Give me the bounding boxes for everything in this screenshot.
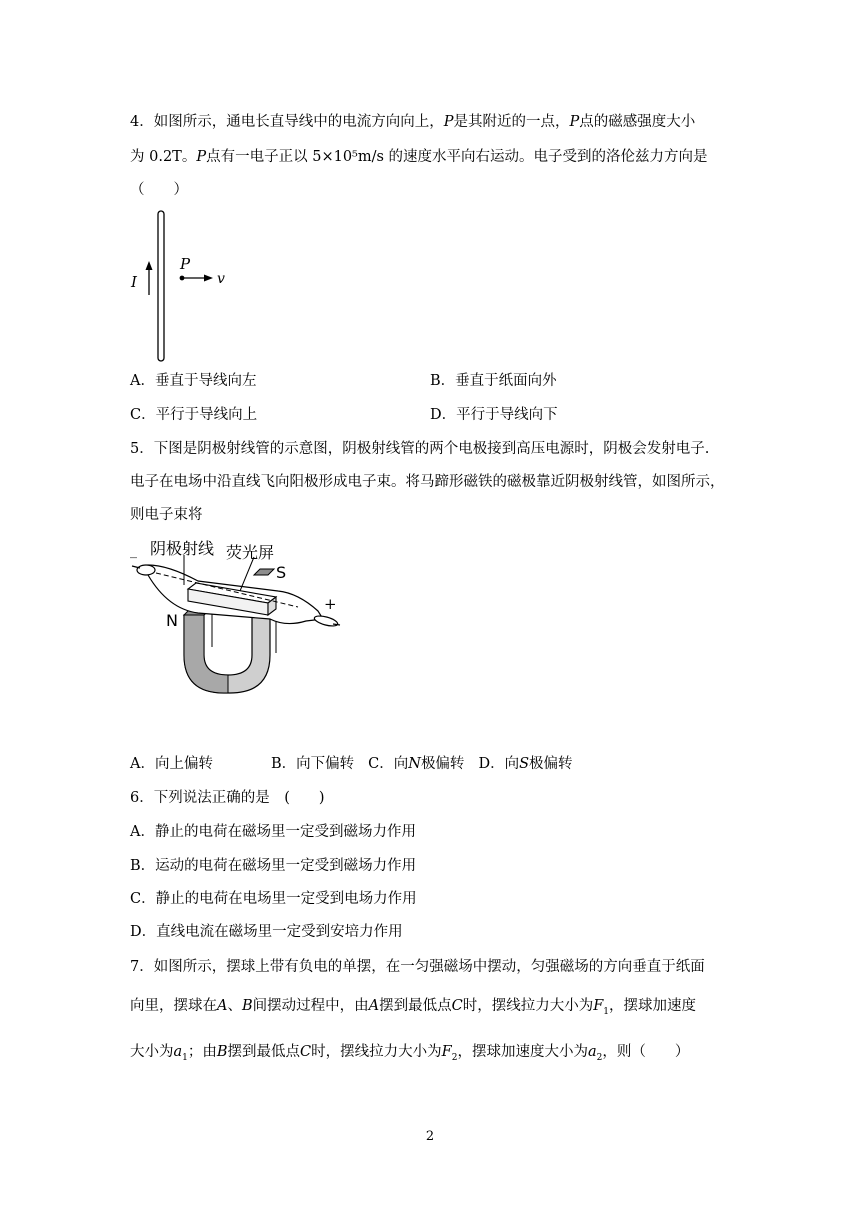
cathode-end (137, 565, 155, 575)
q4-option-a: A．垂直于导线向左 (130, 373, 257, 389)
point-p (180, 276, 185, 281)
velocity-label: v (217, 271, 225, 287)
q6-option-d: D．直线电流在磁场里一定受到安培力作用 (130, 924, 403, 940)
q7-stem-line2: 向里，摆球在A、B间摆动过程中，由A摆到最低点C时，摆线拉力大小为$F_1$，摆球加速度 (130, 998, 697, 1017)
label-minus: _ (130, 543, 137, 559)
q5-cathode-ray-tube-figure (128, 535, 348, 705)
label-cathode-ray: 阴极射线 (150, 539, 215, 558)
q4-option-c: C．平行于导线向上 (130, 407, 258, 423)
q4-stem-line2: 为 0.2T。P点有一电子正以 5×10⁵m/s 的速度水平向右运动。电子受到的洛伦兹力方向是 (130, 149, 708, 165)
q5-option-a: A．向上偏转 (130, 756, 213, 772)
wire (158, 211, 164, 361)
label-n: N (166, 611, 178, 630)
q5-options (130, 754, 573, 774)
q4-answer-paren: （ ） (130, 182, 188, 198)
q4-option-d: D．平行于导线向下 (430, 407, 558, 423)
anode-end (313, 614, 338, 628)
q4-stem-line1: 4．如图所示，通电长直导线中的电流方向向上，P是其附近的一点，P点的磁感强度大小 (130, 114, 696, 130)
q6-option-c: C．静止的电荷在电场里一定受到电场力作用 (130, 891, 417, 907)
page-number: 2 (425, 1129, 435, 1144)
q4-option-b: B．垂直于纸面向外 (430, 373, 557, 389)
q5-stem-line1: 5．下图是阴极射线管的示意图，阴极射线管的两个电极接到高压电源时，阴极会发射电子. (130, 441, 710, 457)
q5-option-c: C．向N极偏转 (368, 756, 465, 772)
q6-stem: 6．下列说法正确的是 ( ) (130, 790, 325, 806)
q6-option-b: B．运动的电荷在磁场里一定受到磁场力作用 (130, 858, 417, 874)
q5-stem-line3: 则电子束将 (130, 507, 203, 523)
current-label: I (131, 273, 137, 291)
label-plus: + (324, 595, 337, 613)
magnet-inner-shade (184, 615, 228, 693)
q5-option-d: D．向S极偏转 (478, 756, 573, 772)
q5-stem-line2: 电子在电场中沿直线飞向阳极形成电子束。将马蹄形磁铁的磁极靠近阴极射线管，如图所示， (130, 474, 725, 490)
magnet-s-pole-top (254, 569, 274, 575)
q6-option-a: A．静止的电荷在磁场里一定受到磁场力作用 (130, 824, 416, 840)
current-arrowhead-icon (146, 261, 153, 270)
q7-stem-line1: 7．如图所示，摆球上带有负电的单摆，在一匀强磁场中摆动，匀强磁场的方向垂直于纸面 (130, 959, 705, 975)
velocity-arrowhead-icon (204, 275, 213, 282)
label-screen: 荧光屏 (226, 543, 275, 562)
q7-stem-line3: 大小为$a_1$；由B摆到最低点C时，摆线拉力大小为$F_2$，摆球加速度大小为$a_2$，则（ ） (130, 1044, 690, 1063)
point-p-label: P (180, 255, 191, 273)
q5-option-b: B．向下偏转 (270, 756, 355, 772)
q4-wire-figure (125, 205, 245, 365)
label-s: S (276, 563, 287, 582)
